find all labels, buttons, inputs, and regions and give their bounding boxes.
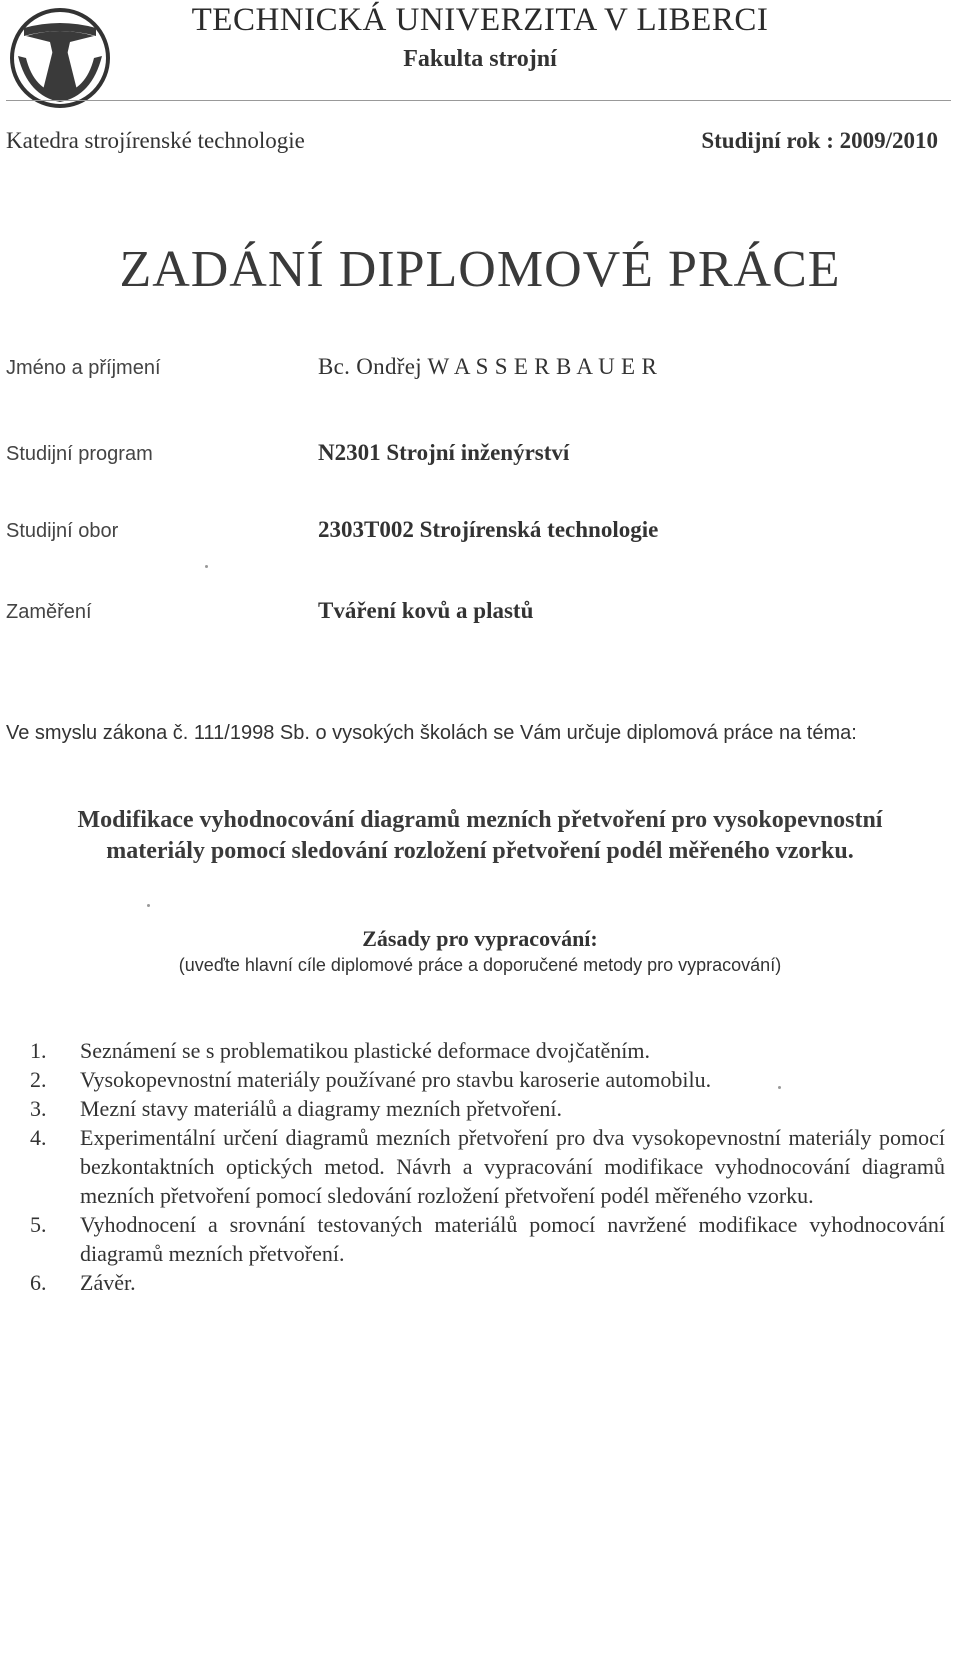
list-item: [30, 1210, 945, 1268]
faculty-name: Fakulta strojní: [403, 46, 557, 72]
list-item-number: 3.: [30, 1096, 47, 1121]
list-item-text: Mezní stavy materiálů a diagramy mezních přetvoření.: [80, 1096, 562, 1121]
principles-heading: Zásady pro vypracování:: [362, 926, 598, 951]
list-item: [30, 1036, 945, 1065]
list-item-text: Experimentální určení diagramů mezních přetvoření pro dva vysokopevnostní materiály pomocí bezkontaktních optických metod. Návrh a vypracování modifikace vyhodnocování diagramů mezních přetvoření pomocí sledování rozložení přetvoření podél měřeného vzorku.: [80, 1125, 945, 1208]
list-item-number: 2.: [30, 1067, 47, 1092]
field-label-name: Jméno a příjmení: [6, 357, 161, 379]
header-divider: [6, 100, 951, 101]
field-value-field: 2303T002 Strojírenská technologie: [318, 517, 659, 542]
list-item-text: Závěr.: [80, 1270, 136, 1295]
list-item-text: Vysokopevnostní materiály používané pro stavbu karoserie automobilu.: [80, 1067, 712, 1092]
law-statement: Ve smyslu zákona č. 111/1998 Sb. o vysokých školách se Vám určuje diplomová práce na téma:: [6, 722, 857, 744]
document-title: ZADÁNÍ DIPLOMOVÉ PRÁCE: [119, 241, 841, 298]
list-item-number: 1.: [30, 1038, 47, 1063]
field-value-specialization: Tváření kovů a plastů: [318, 598, 534, 623]
list-item-text: Vyhodnocení a srovnání testovaných materiálů pomocí navržené modifikace vyhodnocování diagramů mezních přetvoření.: [80, 1212, 945, 1266]
academic-year: Studijní rok : 2009/2010: [701, 128, 938, 153]
list-item: [30, 1268, 945, 1297]
principles-subheading: (uveďte hlavní cíle diplomové práce a doporučené metody pro vypracování): [178, 955, 782, 975]
university-logo-icon: [8, 6, 112, 110]
list-item: [30, 1065, 945, 1094]
department-name: Katedra strojírenské technologie: [6, 128, 305, 153]
list-item-number: 5.: [30, 1212, 47, 1237]
thesis-topic: [20, 805, 940, 867]
list-item-number: 4.: [30, 1125, 47, 1150]
scan-speck: [778, 1086, 781, 1089]
thesis-topic-line1: Modifikace vyhodnocování diagramů mezních přetvoření pro vysokopevnostní: [77, 807, 883, 833]
thesis-topic-line2: materiály pomocí sledování rozložení přetvoření podél měřeného vzorku.: [106, 838, 854, 864]
field-label-specialization: Zaměření: [6, 601, 92, 623]
field-value-program: N2301 Strojní inženýrství: [318, 440, 570, 465]
list-item-text: Seznámení se s problematikou plastické deformace dvojčatěním.: [80, 1038, 650, 1063]
list-item: [30, 1094, 945, 1123]
field-label-field: Studijní obor: [6, 520, 119, 542]
principles-list: [30, 1036, 945, 1297]
field-label-program: Studijní program: [6, 443, 153, 465]
scan-speck: [147, 904, 150, 907]
list-item-number: 6.: [30, 1270, 47, 1295]
scan-speck: [205, 565, 208, 568]
list-item: [30, 1123, 945, 1210]
university-name: TECHNICKÁ UNIVERZITA V LIBERCI: [191, 2, 769, 38]
field-value-name: Bc. Ondřej W A S S E R B A U E R: [318, 354, 658, 379]
